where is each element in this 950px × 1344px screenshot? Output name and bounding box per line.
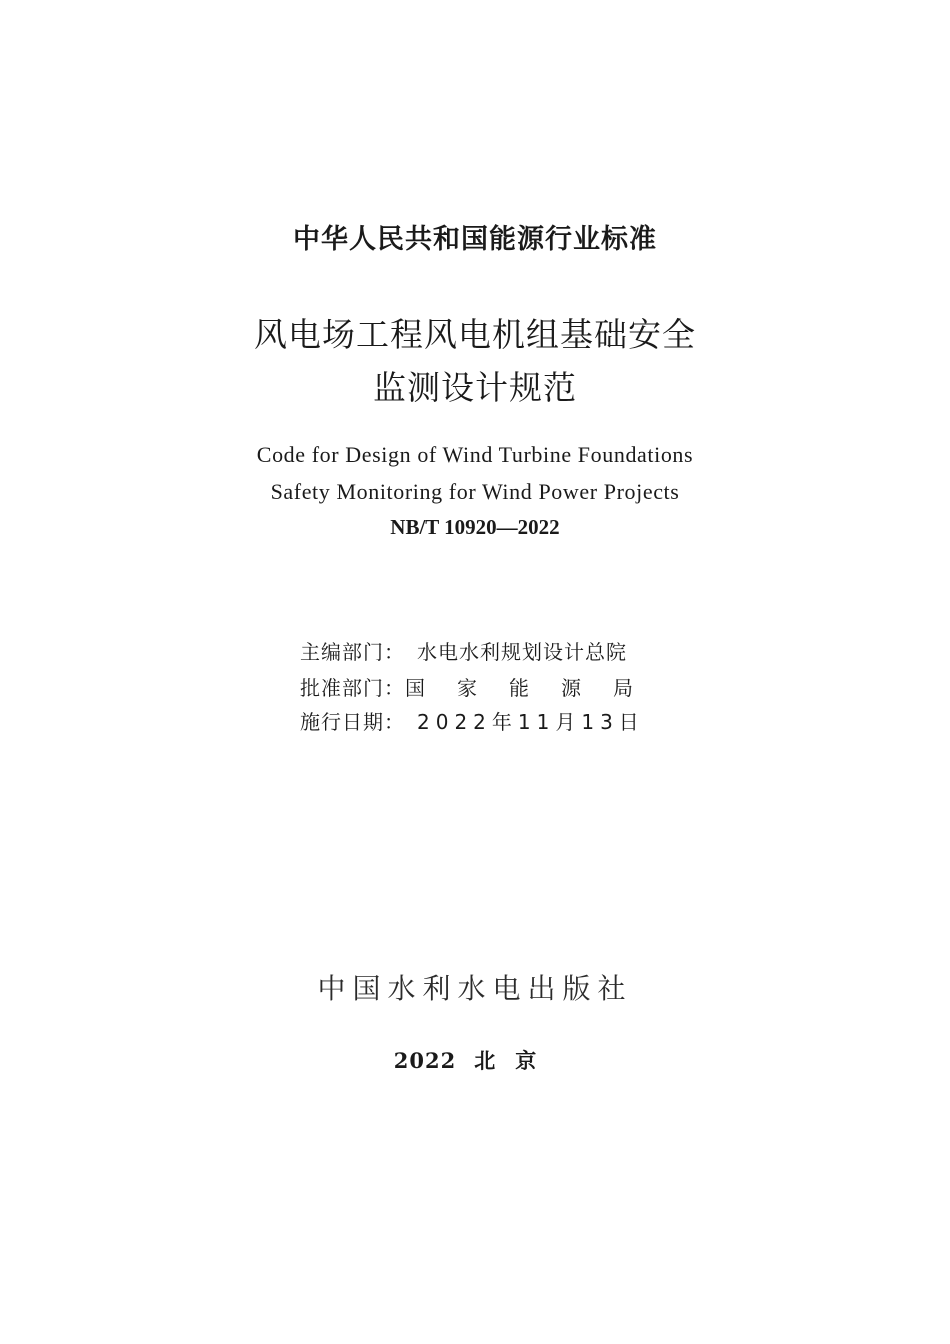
- title-cn-line-2: 监测设计规范: [373, 368, 577, 407]
- publisher: 中国水利水电出版社: [317, 972, 633, 1005]
- publication-info: [0, 1045, 950, 1075]
- meta-effective-date: [300, 706, 660, 735]
- title-en-line-1: Code for Design of Wind Turbine Foundations: [256, 442, 694, 467]
- standard-code: NB/T 10920—2022: [390, 515, 560, 539]
- meta-effective-date-label: 施行日期：: [300, 710, 405, 734]
- meta-editor-label: 主编部门：: [300, 640, 405, 664]
- meta-approver: [300, 672, 665, 701]
- meta-approver-label: 批准部门：: [300, 676, 405, 700]
- title-cn-line-1: 风电场工程风电机组基础安全: [254, 315, 696, 354]
- publication-year: 2022: [393, 1048, 457, 1073]
- meta-editor: [300, 636, 660, 665]
- meta-approver-value: 国家能源局: [405, 676, 665, 700]
- meta-editor-value: 水电水利规划设计总院: [417, 640, 627, 664]
- title-en-line-2: Safety Monitoring for Wind Power Projects: [270, 479, 680, 504]
- standard-category: 中华人民共和国能源行业标准: [293, 224, 657, 255]
- publication-city: 北京: [474, 1048, 557, 1073]
- meta-effective-date-value: 2022年11月13日: [417, 710, 645, 734]
